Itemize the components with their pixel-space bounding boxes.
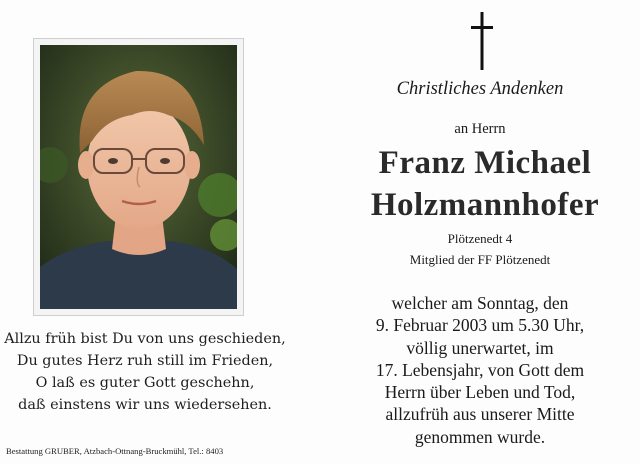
detail-line: allzufrüh aus unserer Mitte <box>385 404 575 425</box>
death-details <box>330 292 630 448</box>
cross-icon <box>470 12 494 76</box>
undertaker-credit: Bestattung GRUBER, Atzbach-Ottnang-Bruckmühl, Tel.: 8403 <box>6 446 224 456</box>
name-line-1: Franz Michael <box>378 145 592 181</box>
detail-line: 9. Februar 2003 um 5.30 Uhr, <box>375 315 585 336</box>
address-line: Plötzenedt 4 <box>447 231 513 246</box>
verse <box>0 328 290 416</box>
heading: Christliches Andenken <box>396 79 564 99</box>
address <box>330 228 630 270</box>
verse-line: Allzu früh bist Du von uns geschieden, <box>4 331 286 347</box>
verse-line: O laß es guter Gott geschehn, <box>35 375 255 391</box>
salutation: an Herrn <box>454 121 506 137</box>
detail-line: genommen wurde. <box>414 426 546 447</box>
photo-frame <box>33 38 244 316</box>
portrait-photo <box>40 45 237 309</box>
verse-line: daß einstens wir uns wiedersehen. <box>18 397 272 413</box>
detail-line: welcher am Sonntag, den <box>391 293 569 313</box>
verse-line: Du gutes Herz ruh still im Frieden, <box>16 353 274 369</box>
detail-line: völlig unerwartet, im <box>406 337 554 358</box>
deceased-name <box>330 142 640 226</box>
membership-line: Mitglied der FF Plötzenedt <box>409 252 551 267</box>
name-line-2: Holzmannhofer <box>370 187 600 223</box>
detail-line: 17. Lebensjahr, von Gott dem <box>375 359 585 380</box>
detail-line: Herrn über Leben und Tod, <box>384 382 576 403</box>
